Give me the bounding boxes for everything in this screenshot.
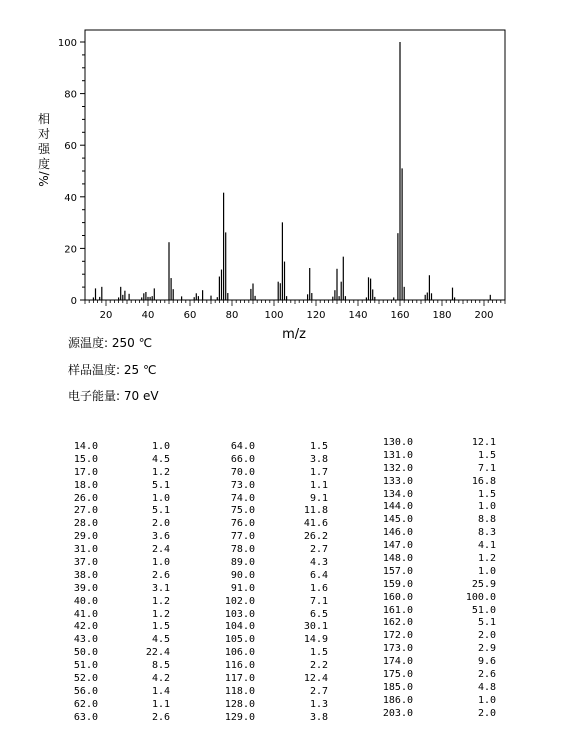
x-tick-label: 200 — [474, 310, 494, 321]
source-temperature: 源温度: 250 ℃ — [68, 336, 153, 350]
mz-value: 118.0 — [224, 685, 255, 697]
mz-value: 27.0 — [73, 505, 98, 517]
abundance-value: 5.1 — [151, 479, 170, 491]
mz-value: 43.0 — [73, 634, 98, 646]
abundance-value: 14.9 — [303, 634, 328, 646]
y-label-char: 相 — [37, 112, 51, 126]
abundance-value: 3.8 — [309, 711, 328, 723]
y-axis-label — [37, 111, 51, 187]
abundance-value: 8.8 — [477, 514, 496, 526]
mz-value: 29.0 — [73, 531, 98, 543]
abundance-value: 4.8 — [477, 681, 496, 693]
abundance-value: 1.0 — [477, 694, 496, 706]
x-axis-label: m/z — [282, 327, 306, 340]
abundance-value: 2.0 — [477, 707, 496, 719]
mz-value: 18.0 — [73, 479, 98, 491]
mz-value: 146.0 — [382, 527, 413, 539]
abundance-value: 6.5 — [309, 608, 328, 620]
x-tick-label: 180 — [432, 310, 452, 321]
abundance-value: 1.2 — [151, 595, 170, 607]
mz-value: 75.0 — [230, 505, 255, 517]
mz-value: 39.0 — [73, 582, 98, 594]
mz-value: 104.0 — [224, 621, 255, 633]
mz-value: 148.0 — [382, 553, 413, 565]
mz-value: 73.0 — [230, 479, 255, 491]
abundance-value: 7.1 — [477, 462, 496, 474]
sample-temperature: 样品温度: 25 ℃ — [68, 363, 157, 377]
mz-value: 66.0 — [230, 453, 255, 465]
mz-value: 38.0 — [73, 569, 98, 581]
mz-value: 62.0 — [73, 698, 98, 710]
mz-value: 144.0 — [382, 501, 413, 513]
abundance-value: 12.1 — [471, 437, 496, 448]
plot-border — [85, 30, 505, 300]
x-axis — [85, 300, 505, 321]
abundance-value: 3.6 — [151, 531, 170, 543]
mz-value: 173.0 — [382, 643, 413, 655]
abundance-value: 4.5 — [151, 453, 170, 465]
abundance-value: 1.5 — [477, 488, 496, 500]
abundance-value: 8.5 — [151, 660, 170, 672]
mz-value: 159.0 — [382, 578, 413, 590]
x-tick-label: 60 — [183, 310, 197, 321]
mz-value: 90.0 — [230, 569, 255, 581]
x-tick-label: 100 — [264, 310, 284, 321]
abundance-value: 2.9 — [477, 643, 496, 655]
y-tick-label: 80 — [64, 89, 77, 101]
mz-value: 17.0 — [73, 466, 98, 478]
abundance-value: 2.6 — [151, 711, 170, 723]
mz-value: 76.0 — [230, 518, 255, 530]
mz-value: 56.0 — [73, 685, 98, 697]
x-tick-label: 20 — [99, 310, 113, 321]
mz-value: 103.0 — [224, 608, 255, 620]
x-tick-label: 40 — [141, 310, 155, 321]
abundance-value: 51.0 — [471, 604, 496, 616]
y-label-char: 强 — [37, 142, 51, 156]
y-tick-label: 100 — [57, 38, 77, 49]
x-tick-label: 120 — [306, 310, 326, 321]
mz-value: 131.0 — [382, 449, 413, 461]
abundance-value: 6.4 — [309, 569, 328, 581]
mz-value: 26.0 — [73, 492, 98, 504]
abundance-value: 1.0 — [477, 501, 496, 513]
abundance-value: 4.1 — [477, 540, 496, 552]
mz-value: 185.0 — [382, 681, 413, 693]
x-tick-label: 140 — [348, 310, 368, 321]
y-label-char: 对 — [37, 127, 51, 141]
abundance-value: 3.8 — [309, 453, 328, 465]
mz-value: 91.0 — [230, 582, 255, 594]
x-tick-label: 160 — [390, 310, 410, 321]
mz-value: 41.0 — [73, 608, 98, 620]
abundance-value: 1.2 — [151, 608, 170, 620]
mz-value: 132.0 — [382, 462, 413, 474]
plot-area — [85, 30, 505, 300]
abundance-value: 2.4 — [151, 544, 170, 556]
y-tick-label: 20 — [64, 244, 77, 256]
abundance-value: 11.8 — [303, 505, 328, 517]
abundance-value: 41.6 — [303, 518, 328, 530]
mz-value: 130.0 — [382, 437, 413, 448]
abundance-value: 1.0 — [151, 441, 170, 452]
mz-value: 52.0 — [73, 673, 98, 685]
abundance-value: 5.1 — [151, 505, 170, 517]
abundance-value: 1.1 — [309, 479, 328, 491]
mz-value: 50.0 — [73, 647, 98, 659]
mz-value: 106.0 — [224, 647, 255, 659]
mz-value: 134.0 — [382, 488, 413, 500]
mz-value: 157.0 — [382, 565, 413, 577]
abundance-value: 5.1 — [477, 617, 496, 629]
abundance-value: 1.5 — [309, 441, 328, 452]
mz-value: 145.0 — [382, 514, 413, 526]
abundance-value: 2.7 — [309, 685, 328, 697]
abundance-value: 1.5 — [151, 621, 170, 633]
mz-value: 31.0 — [73, 544, 98, 556]
y-tick-label: 40 — [64, 192, 77, 204]
mz-value: 63.0 — [73, 711, 98, 723]
mz-value: 77.0 — [230, 531, 255, 543]
abundance-value: 1.5 — [309, 647, 328, 659]
mz-value: 162.0 — [382, 617, 413, 629]
y-axis — [58, 38, 85, 307]
mz-value: 147.0 — [382, 540, 413, 552]
mz-value: 40.0 — [73, 595, 98, 607]
abundance-value: 4.3 — [309, 557, 328, 569]
abundance-value: 2.2 — [309, 660, 328, 672]
y-label-char: %/ — [37, 171, 51, 187]
mz-value: 117.0 — [224, 673, 255, 685]
mz-value: 161.0 — [382, 604, 413, 616]
abundance-value: 4.5 — [151, 634, 170, 646]
abundance-value: 1.6 — [309, 582, 328, 594]
mz-value: 64.0 — [230, 441, 255, 452]
abundance-value: 2.7 — [309, 544, 328, 556]
abundance-value: 30.1 — [303, 621, 328, 633]
mz-value: 102.0 — [224, 595, 255, 607]
mz-value: 172.0 — [382, 630, 413, 642]
abundance-value: 2.6 — [151, 569, 170, 581]
abundance-value: 7.1 — [309, 595, 328, 607]
mz-value: 116.0 — [224, 660, 255, 672]
abundance-value: 9.6 — [477, 656, 496, 668]
mz-value: 174.0 — [382, 656, 413, 668]
peak-bars — [93, 42, 490, 300]
mz-value: 78.0 — [230, 544, 255, 556]
abundance-value: 1.2 — [151, 466, 170, 478]
mz-value: 160.0 — [382, 591, 413, 603]
y-tick-label: 60 — [64, 141, 77, 153]
mz-value: 203.0 — [382, 707, 413, 719]
abundance-value: 1.0 — [477, 565, 496, 577]
mz-value: 133.0 — [382, 475, 413, 487]
abundance-value: 1.3 — [309, 698, 328, 710]
abundance-value: 2.0 — [477, 630, 496, 642]
abundance-value: 1.4 — [151, 685, 170, 697]
abundance-value: 25.9 — [471, 578, 496, 590]
abundance-value: 26.2 — [303, 531, 328, 543]
mz-value: 15.0 — [73, 453, 98, 465]
abundance-value: 1.5 — [477, 449, 496, 461]
mz-value: 129.0 — [224, 711, 255, 723]
abundance-value: 4.2 — [151, 673, 170, 685]
mz-value: 128.0 — [224, 698, 255, 710]
mz-value: 89.0 — [230, 557, 255, 569]
abundance-value: 2.0 — [151, 518, 170, 530]
mz-value: 74.0 — [230, 492, 255, 504]
abundance-value: 1.2 — [477, 553, 496, 565]
abundance-value: 100.0 — [465, 591, 496, 603]
electron-energy: 电子能量: 70 eV — [68, 389, 159, 403]
x-tick-label: 80 — [225, 310, 239, 321]
mz-value: 14.0 — [73, 441, 98, 452]
mz-value: 51.0 — [73, 660, 98, 672]
mz-value: 70.0 — [230, 466, 255, 478]
abundance-value: 1.7 — [309, 466, 328, 478]
y-label-char: 度 — [37, 157, 51, 171]
abundance-value: 12.4 — [303, 673, 328, 685]
abundance-value: 1.1 — [151, 698, 170, 710]
abundance-value: 1.0 — [151, 492, 170, 504]
abundance-value: 1.0 — [151, 557, 170, 569]
y-tick-label: 0 — [70, 296, 77, 307]
abundance-value: 2.6 — [477, 669, 496, 681]
mz-value: 175.0 — [382, 669, 413, 681]
mz-value: 105.0 — [224, 634, 255, 646]
mz-value: 37.0 — [73, 557, 98, 569]
abundance-value: 9.1 — [309, 492, 328, 504]
abundance-value: 22.4 — [145, 647, 170, 659]
abundance-value: 16.8 — [471, 475, 496, 487]
mass-spectrum-chart — [0, 0, 570, 340]
mz-value: 186.0 — [382, 694, 413, 706]
mz-value: 28.0 — [73, 518, 98, 530]
mz-value: 42.0 — [73, 621, 98, 633]
abundance-value: 8.3 — [477, 527, 496, 539]
abundance-value: 3.1 — [151, 582, 170, 594]
